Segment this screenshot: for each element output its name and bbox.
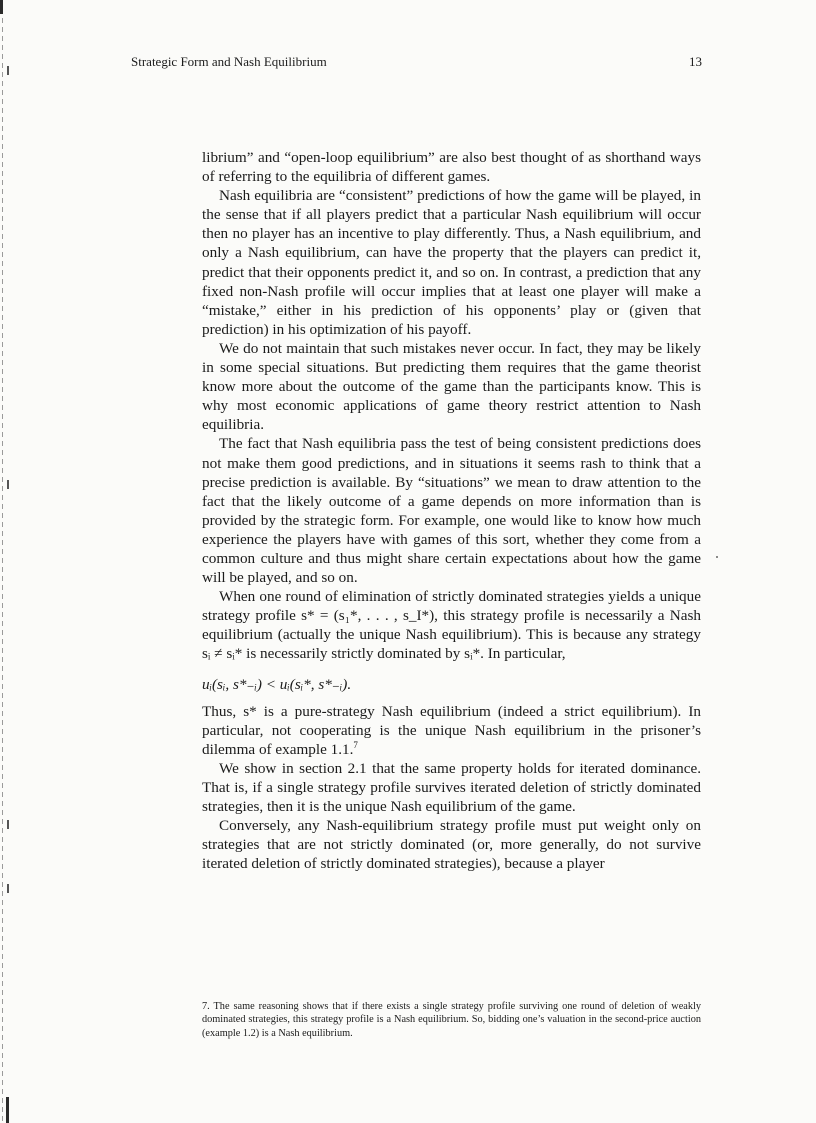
scan-edge-tick xyxy=(7,480,9,489)
scan-edge-tick xyxy=(7,66,9,75)
display-equation xyxy=(202,669,701,701)
running-header xyxy=(131,52,702,72)
footnote-reference[interactable]: 7 xyxy=(353,739,358,750)
running-header-title: Strategic Form and Nash Equilibrium xyxy=(131,54,327,69)
paragraph: librium” and “open-loop equilibrium” are also best thought of as shorthand ways of referring to the equilibria of different games. xyxy=(202,149,701,186)
equation-text: uᵢ(sᵢ, s*₋ᵢ) < uᵢ(sᵢ*, s*₋ᵢ). xyxy=(202,675,352,693)
paragraph-text: Thus, s* is a pure-strategy Nash equilibrium (indeed a strict equilibrium). In particular, not cooperating is the unique Nash equilibrium in the prisoner’s dilemma of example 1.1. xyxy=(202,702,701,758)
paragraph: Conversely, any Nash-equilibrium strategy profile must put weight only on strategies that are not strictly dominated (or, more generally, do not survive iterated deletion of strictly dominated strategies), because a player xyxy=(202,817,701,873)
scan-edge-mark-top xyxy=(0,0,3,14)
scan-edge-mark-bottom xyxy=(6,1097,9,1123)
paragraph: Nash equilibria are “consistent” predictions of how the game will be played, in the sense that if all players predict that a particular Nash equilibrium will occur then no player has an incentive to play differently. Thus, a Nash equilibrium, and only a Nash equilibrium, can have the property that the players can predict it, predict that their opponents predict it, and so on. In contrast, a prediction that any fixed non-Nash profile will occur implies that at least one player will make a “mistake,” either in his prediction of his opponents’ play or (given that prediction) in his optimization of his payoff. xyxy=(202,187,701,338)
body-text xyxy=(202,148,701,873)
scan-edge-tick xyxy=(7,884,9,893)
paragraph: We show in section 2.1 that the same property holds for iterated dominance. That is, if a single strategy profile survives iterated deletion of strictly dominated strategies, then it is the unique Nash equilibrium of the game. xyxy=(202,759,701,815)
paragraph: We do not maintain that such mistakes never occur. In fact, they may be likely in some special situations. But predicting them requires that the game theorist know more about the outcome of the game than the participants know. This is why most economic applications of game theory restrict attention to Nash equilibria. xyxy=(202,339,701,434)
paragraph: When one round of elimination of strictly dominated strategies yields a unique strategy profile s* = (s₁*, . . . , s_I*), this strategy profile is necessarily a Nash equilibrium (actually the unique Nash equilibrium). This is because any strategy sᵢ ≠ sᵢ* is necessarily strictly dominated by sᵢ*. In particular, xyxy=(202,588,701,663)
scan-edge xyxy=(2,0,3,1123)
scan-speck xyxy=(716,556,718,558)
paragraph xyxy=(202,702,701,759)
page-number: 13 xyxy=(689,54,702,69)
footnote: 7. The same reasoning shows that if there exists a single strategy profile surviving one round of deletion of weakly dominated strategies, this strategy profile is a Nash equilibrium. So, bidding one’s valuation in the second-price auction (example 1.2) is a Nash equilibrium. xyxy=(202,1001,701,1039)
paragraph: The fact that Nash equilibria pass the test of being consistent predictions does not make them good predictions, and in situations it seems rash to think that a precise prediction is available. By “situations” we mean to draw attention to the fact that the likely outcome of a game depends on more information than is provided by the strategic form. For example, one would like to know how much experience the players have with games of this sort, whether they come from a common culture and thus might share certain expectations about how the game will be played, and so on. xyxy=(202,435,701,587)
scan-edge-tick xyxy=(7,820,9,829)
